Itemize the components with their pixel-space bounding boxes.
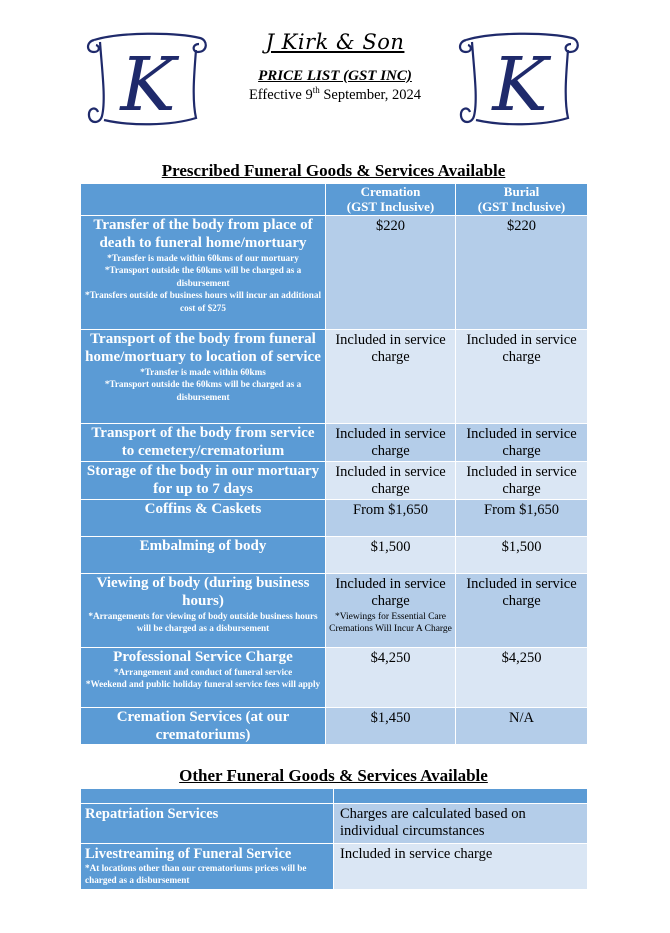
other-service-price-cell <box>334 804 588 844</box>
prescribed-section-title: Prescribed Funeral Goods & Services Available <box>161 161 506 180</box>
cremation-price: Included in service charge <box>335 426 446 460</box>
service-name: Storage of the body in our mortuary for up to 7 days <box>86 462 320 497</box>
burial-price: Included in service charge <box>466 332 577 366</box>
table-row <box>81 330 588 424</box>
service-label-cell <box>81 536 326 573</box>
service-name: Transport of the body from funeral home/mortuary to location of service <box>85 331 321 365</box>
logo-letter-right: K <box>492 42 548 128</box>
other-service-name: Repatriation Services <box>85 806 219 822</box>
cremation-price-cell <box>326 330 456 424</box>
burial-price-cell <box>456 707 588 744</box>
table-row <box>81 499 588 536</box>
service-name: Professional Service Charge <box>113 648 293 665</box>
burial-price: $4,250 <box>501 649 542 666</box>
cremation-price: $220 <box>376 218 405 234</box>
effective-date: Effective 9th September, 2024 <box>248 85 422 103</box>
scroll-logo-left <box>80 30 212 130</box>
burial-price-cell <box>456 424 588 462</box>
logo-letter-left: K <box>120 42 176 128</box>
service-label-cell <box>81 647 326 707</box>
other-service-price: Included in service charge <box>340 845 493 862</box>
service-note: *Weekend and public holiday funeral service fees will apply <box>85 678 321 689</box>
service-label-cell <box>81 707 326 744</box>
table-row <box>81 536 588 573</box>
table-row <box>81 216 588 330</box>
table-row <box>81 573 588 647</box>
service-label-cell <box>81 499 326 536</box>
cremation-price-cell <box>326 424 456 462</box>
document-header <box>200 30 470 104</box>
burial-price: $1,500 <box>501 538 542 555</box>
scroll-logo-right <box>452 30 584 130</box>
prescribed-price-table <box>80 183 588 745</box>
service-note: *Transport outside the 60kms will be charged as a disbursement <box>104 265 302 288</box>
company-name: J Kirk & Son <box>265 30 405 54</box>
service-note: *Transfers outside of business hours will incur an additional cost of $275 <box>84 290 322 313</box>
cremation-price: From $1,650 <box>353 501 428 518</box>
other-header-cell <box>81 789 334 804</box>
cremation-price: Included in service charge <box>335 575 446 609</box>
table-row <box>81 647 588 707</box>
cremation-price: Included in service charge <box>335 463 446 498</box>
table-row <box>81 461 588 499</box>
other-header-cell <box>334 789 588 804</box>
cremation-price-cell <box>326 499 456 536</box>
service-name: Cremation Services (at our crematoriums) <box>116 708 290 743</box>
header-empty-cell <box>81 184 326 216</box>
burial-price-cell <box>456 330 588 424</box>
cremation-price-cell <box>326 647 456 707</box>
cremation-price: $4,250 <box>370 649 411 666</box>
burial-price-cell <box>456 461 588 499</box>
burial-price: N/A <box>509 709 534 726</box>
service-name: Embalming of body <box>139 537 267 554</box>
service-label-cell <box>81 461 326 499</box>
service-note: *Arrangement and conduct of funeral service <box>113 666 293 677</box>
cremation-price-note: *Viewings for Essential Care Cremations Will Incur A Charge <box>329 612 452 634</box>
burial-price-cell <box>456 647 588 707</box>
service-note: *Transfer is made within 60kms of our mortuary <box>107 253 299 263</box>
service-note: *Arrangements for viewing of body outside business hours will be charged as a disbursement <box>88 610 318 633</box>
cremation-price-cell <box>326 573 456 647</box>
cremation-price-cell <box>326 707 456 744</box>
other-service-label-cell <box>81 804 334 844</box>
service-note: *Transfer is made within 60kms <box>140 367 266 377</box>
other-service-label-cell <box>81 843 334 889</box>
burial-price-cell <box>456 536 588 573</box>
price-list-title: PRICE LIST (GST INC) <box>258 68 412 84</box>
other-header-row <box>81 789 588 804</box>
table-row <box>81 843 588 889</box>
cremation-price: Included in service charge <box>335 332 446 366</box>
service-label-cell <box>81 216 326 330</box>
burial-price: Included in service charge <box>466 426 577 460</box>
burial-price-cell <box>456 573 588 647</box>
other-section-title: Other Funeral Goods & Services Available <box>179 766 488 785</box>
column-header-cremation: Cremation (GST Inclusive) <box>326 184 456 216</box>
burial-price: From $1,650 <box>484 501 559 518</box>
cremation-price-cell <box>326 216 456 330</box>
table-row <box>81 424 588 462</box>
cremation-price: $1,500 <box>370 538 411 555</box>
service-name: Viewing of body (during business hours) <box>96 574 310 609</box>
table-header-row <box>81 184 588 216</box>
service-name: Transfer of the body from place of death to funeral home/mortuary <box>93 217 313 251</box>
table-row <box>81 804 588 844</box>
burial-price: $220 <box>507 218 536 234</box>
other-services-table <box>80 788 588 890</box>
cremation-price-cell <box>326 536 456 573</box>
service-name: Coffins & Caskets <box>144 500 262 517</box>
other-service-name: Livestreaming of Funeral Service <box>85 845 292 862</box>
cremation-price: $1,450 <box>370 709 411 726</box>
service-label-cell <box>81 424 326 462</box>
service-label-cell <box>81 573 326 647</box>
cremation-price-cell <box>326 461 456 499</box>
service-note: *Transport outside the 60kms will be charged as a disbursement <box>104 379 302 402</box>
service-name: Transport of the body from service to cemetery/crematorium <box>91 425 315 459</box>
burial-price: Included in service charge <box>466 575 577 609</box>
burial-price-cell <box>456 499 588 536</box>
column-header-burial: Burial (GST Inclusive) <box>456 184 588 216</box>
table-row <box>81 707 588 744</box>
service-label-cell <box>81 330 326 424</box>
burial-price-cell <box>456 216 588 330</box>
other-service-price-cell <box>334 843 588 889</box>
burial-price: Included in service charge <box>466 463 577 498</box>
other-service-price: Charges are calculated based on individual circumstances <box>340 806 526 840</box>
other-service-note: *At locations other than our crematoriums prices will be charged as a disbursement <box>85 863 307 886</box>
